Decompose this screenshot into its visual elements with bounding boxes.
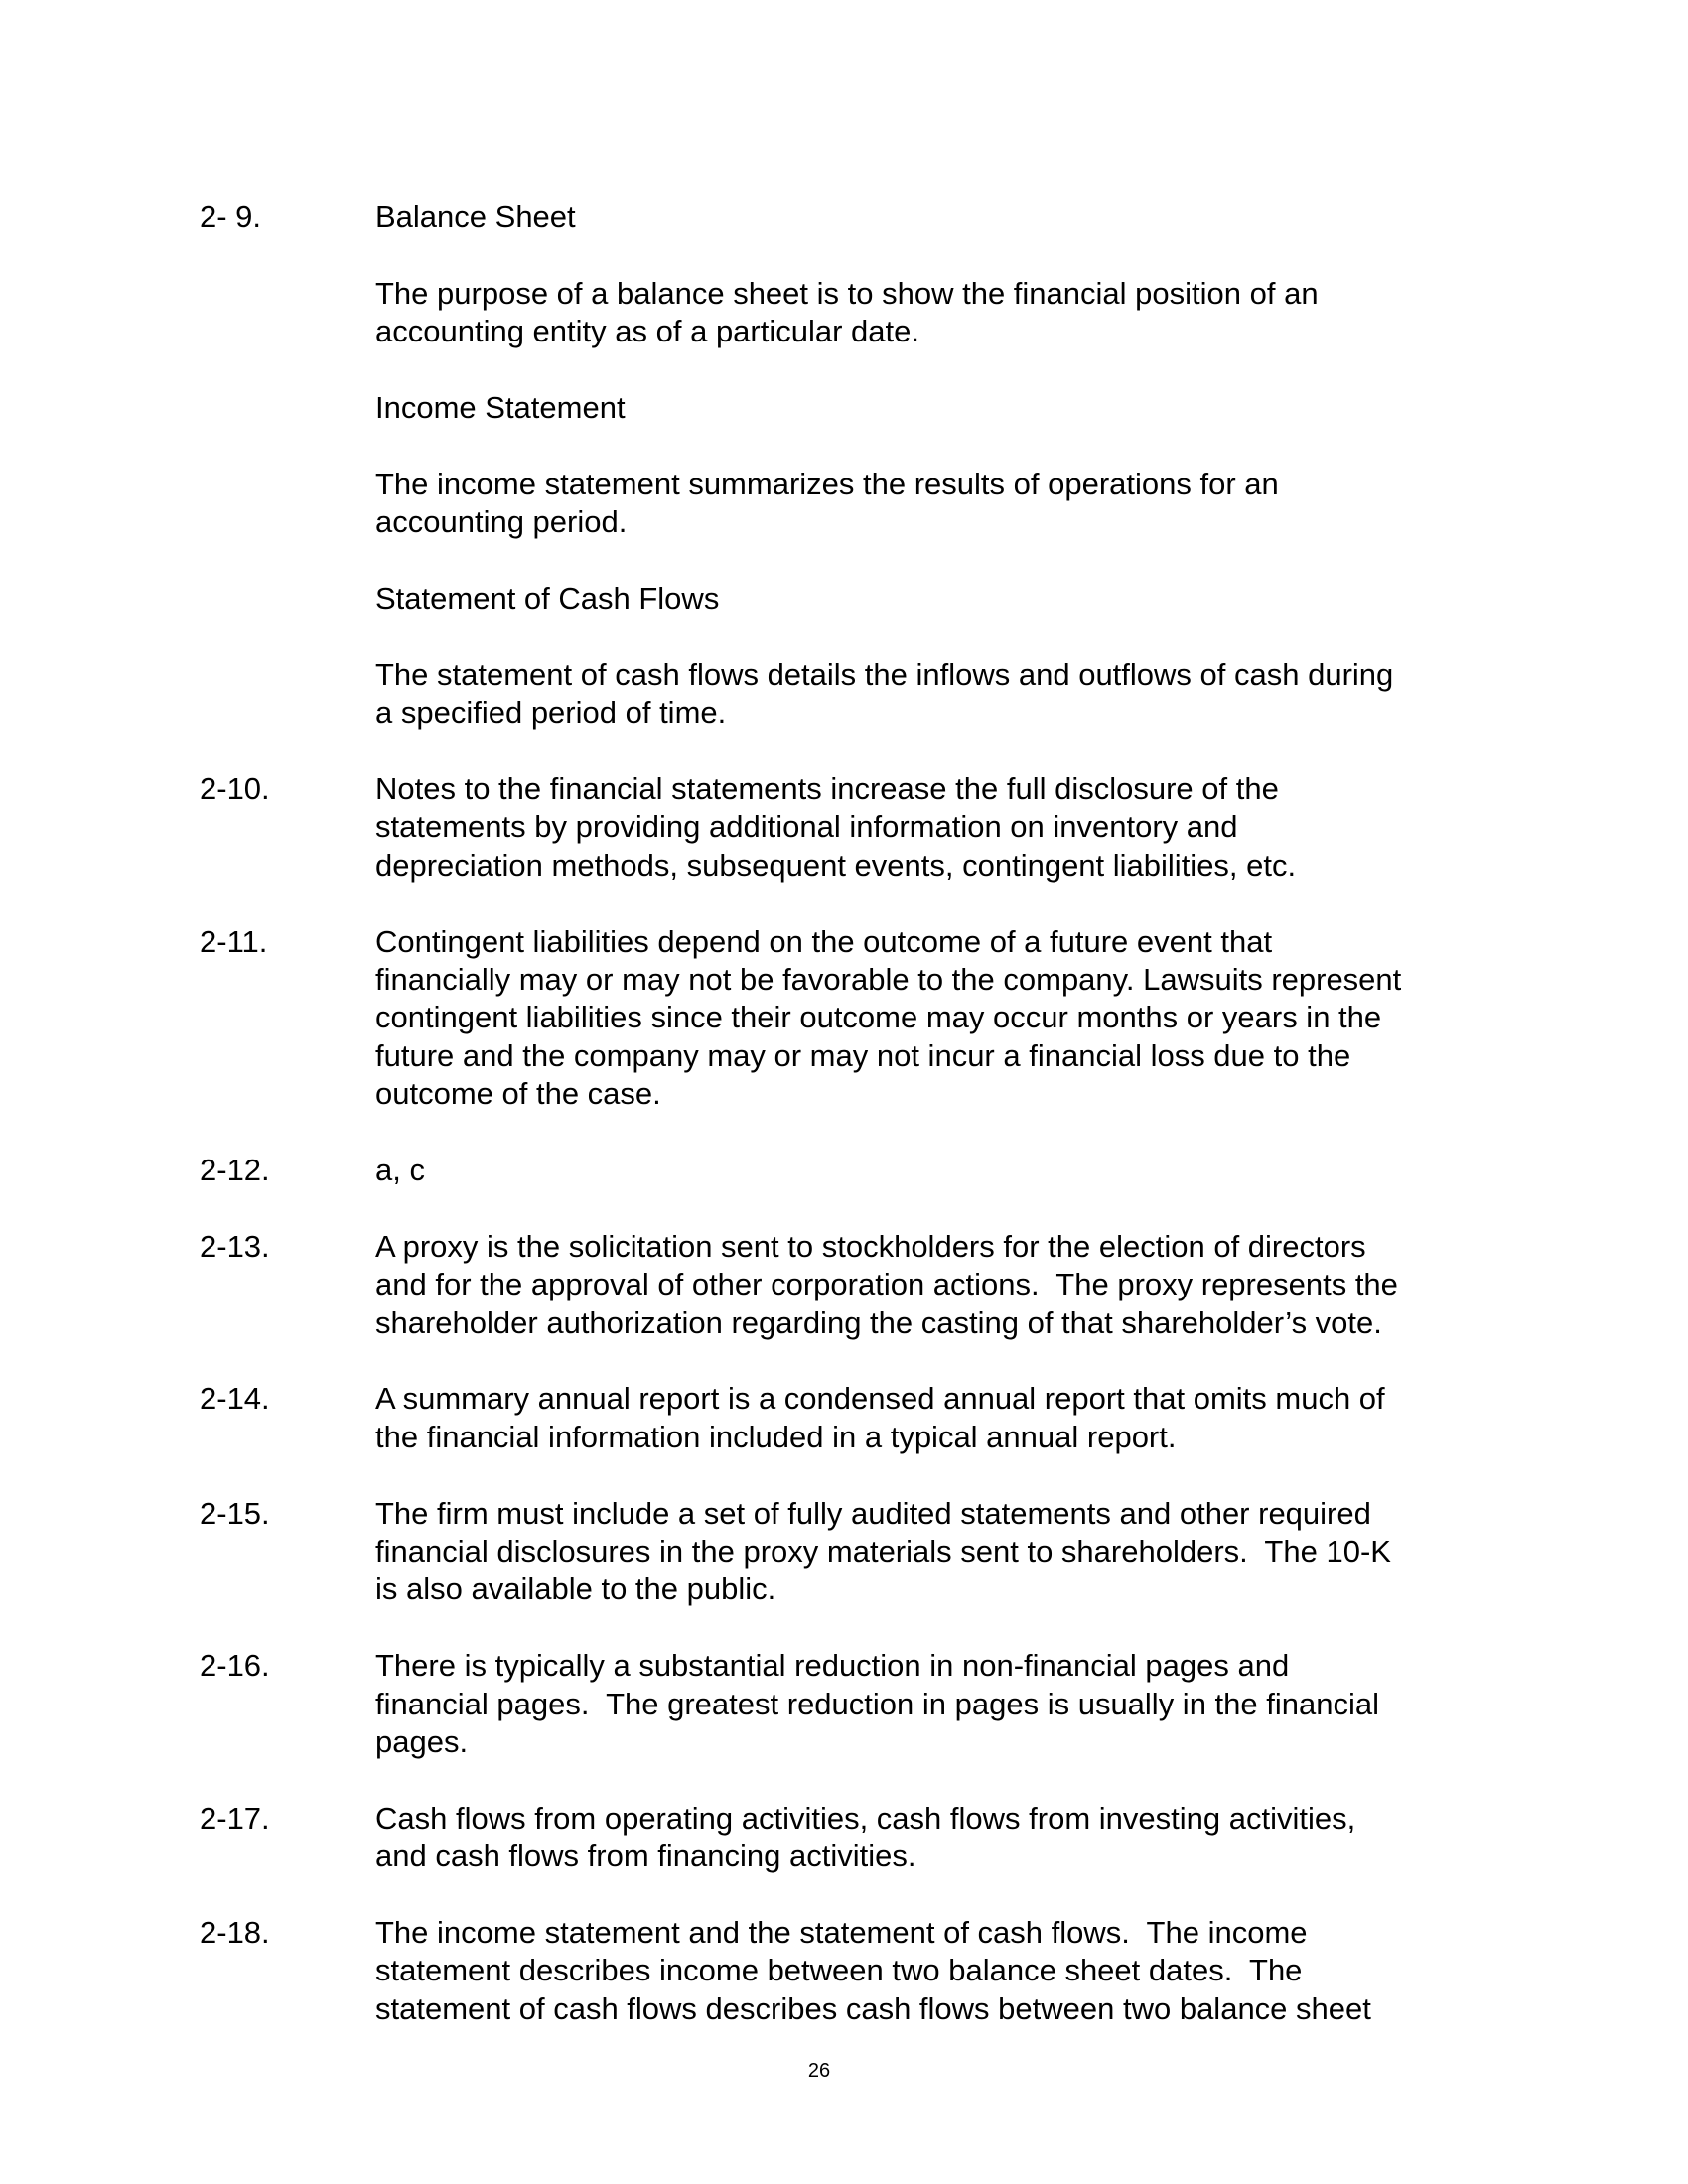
text-line: depreciation methods, subsequent events, contingent liabilities, etc.: [375, 847, 1297, 883]
text-line: The firm must include a set of fully audited statements and other required: [375, 1495, 1371, 1531]
item-number: 2-13.: [200, 1228, 270, 1264]
item-body: [375, 199, 1510, 733]
item-number: 2-10.: [200, 771, 270, 806]
item-body: [375, 1495, 1510, 1609]
item-body: [375, 1228, 1510, 1342]
text-line: financially may or may not be favorable to the company. Lawsuits represent: [375, 962, 1402, 998]
text-line: Income Statement: [375, 390, 626, 425]
answer-item-2-17: [200, 1800, 1510, 1876]
text-line: The statement of cash flows details the inflows and outflows of cash during: [375, 656, 1394, 692]
text-line: and for the approval of other corporation actions. The proxy represents the: [375, 1267, 1398, 1302]
paragraph: [375, 770, 1510, 885]
text-line: contingent liabilities since their outcome may occur months or years in the: [375, 1000, 1382, 1035]
item-body: [375, 1800, 1510, 1876]
text-line: Statement of Cash Flows: [375, 581, 720, 615]
item-body: [375, 770, 1510, 885]
answer-item-2-10: [200, 770, 1510, 885]
text-line: A summary annual report is a condensed annual report that omits much of: [375, 1381, 1385, 1417]
answer-item-2-13: [200, 1228, 1510, 1342]
paragraph: [375, 923, 1510, 1114]
section-heading-balance-sheet: [375, 199, 1510, 236]
text-line: Notes to the financial statements increase the full disclosure of the: [375, 771, 1279, 806]
paragraph: [375, 1152, 1510, 1189]
answer-item-2-14: [200, 1380, 1510, 1456]
answer-list: [200, 199, 1510, 2067]
text-line: The purpose of a balance sheet is to show the financial position of an: [375, 275, 1319, 311]
paragraph: [375, 656, 1510, 733]
item-number: 2-15.: [200, 1495, 270, 1531]
item-number: 2-11.: [200, 923, 268, 959]
item-body: [375, 1380, 1510, 1456]
paragraph: [375, 275, 1510, 351]
text-line: There is typically a substantial reduction in non-financial pages and: [375, 1648, 1290, 1684]
answer-item-2-12: [200, 1152, 1510, 1189]
paragraph: [375, 1647, 1510, 1761]
text-line: statement of cash flows describes cash flows between two balance sheet: [375, 1990, 1371, 2026]
answer-item-2-11: [200, 923, 1510, 1114]
text-line: a, c: [375, 1153, 425, 1188]
text-line: and cash flows from financing activities.: [375, 1839, 916, 1874]
paragraph: [375, 466, 1510, 542]
text-line: the financial information included in a typical annual report.: [375, 1419, 1177, 1454]
item-number: 2-18.: [200, 1915, 270, 1951]
paragraph: [375, 1495, 1510, 1609]
answer-item-2-18: [200, 1914, 1510, 2028]
item-body: [375, 1647, 1510, 1761]
text-line: financial pages. The greatest reduction in pages is usually in the financial: [375, 1686, 1379, 1721]
item-number: 2-17.: [200, 1800, 270, 1836]
answer-item-2-15: [200, 1495, 1510, 1609]
text-line: future and the company may or may not incur a financial loss due to the: [375, 1037, 1351, 1073]
text-line: The income statement summarizes the results of operations for an: [375, 466, 1279, 501]
text-line: A proxy is the solicitation sent to stockholders for the election of directors: [375, 1228, 1366, 1264]
section-heading-cash-flows: [375, 580, 1510, 617]
text-line: Cash flows from operating activities, cash flows from investing activities,: [375, 1800, 1356, 1836]
item-number: 2- 9.: [200, 200, 262, 234]
paragraph: [375, 1800, 1510, 1876]
item-body: [375, 1152, 1510, 1189]
text-line: Contingent liabilities depend on the outcome of a future event that: [375, 923, 1273, 959]
answer-item-2-16: [200, 1647, 1510, 1761]
item-body: [375, 1914, 1510, 2028]
item-number: 2-12.: [200, 1153, 270, 1188]
item-number: 2-14.: [200, 1381, 270, 1417]
text-line: The income statement and the statement of cash flows. The income: [375, 1915, 1308, 1951]
text-line: Balance Sheet: [375, 200, 576, 234]
text-line: pages.: [375, 1724, 469, 1760]
item-body: [375, 923, 1510, 1114]
text-line: is also available to the public.: [375, 1571, 776, 1607]
paragraph: [375, 1380, 1510, 1456]
text-line: outcome of the case.: [375, 1076, 661, 1112]
paragraph: [375, 1228, 1510, 1342]
paragraph: [375, 1914, 1510, 2028]
text-line: accounting period.: [375, 504, 628, 540]
page-number: 26: [807, 2060, 831, 2082]
section-heading-income-statement: [375, 389, 1510, 427]
text-line: statements by providing additional information on inventory and: [375, 809, 1238, 845]
answer-item-2-9: [200, 199, 1510, 733]
text-line: financial disclosures in the proxy materials sent to shareholders. The 10-K: [375, 1534, 1391, 1570]
item-number: 2-16.: [200, 1648, 270, 1684]
text-line: statement describes income between two balance sheet dates. The: [375, 1953, 1303, 1988]
text-line: accounting entity as of a particular date.: [375, 314, 919, 349]
text-line: a specified period of time.: [375, 695, 727, 731]
text-line: shareholder authorization regarding the casting of that shareholder’s vote.: [375, 1304, 1382, 1340]
